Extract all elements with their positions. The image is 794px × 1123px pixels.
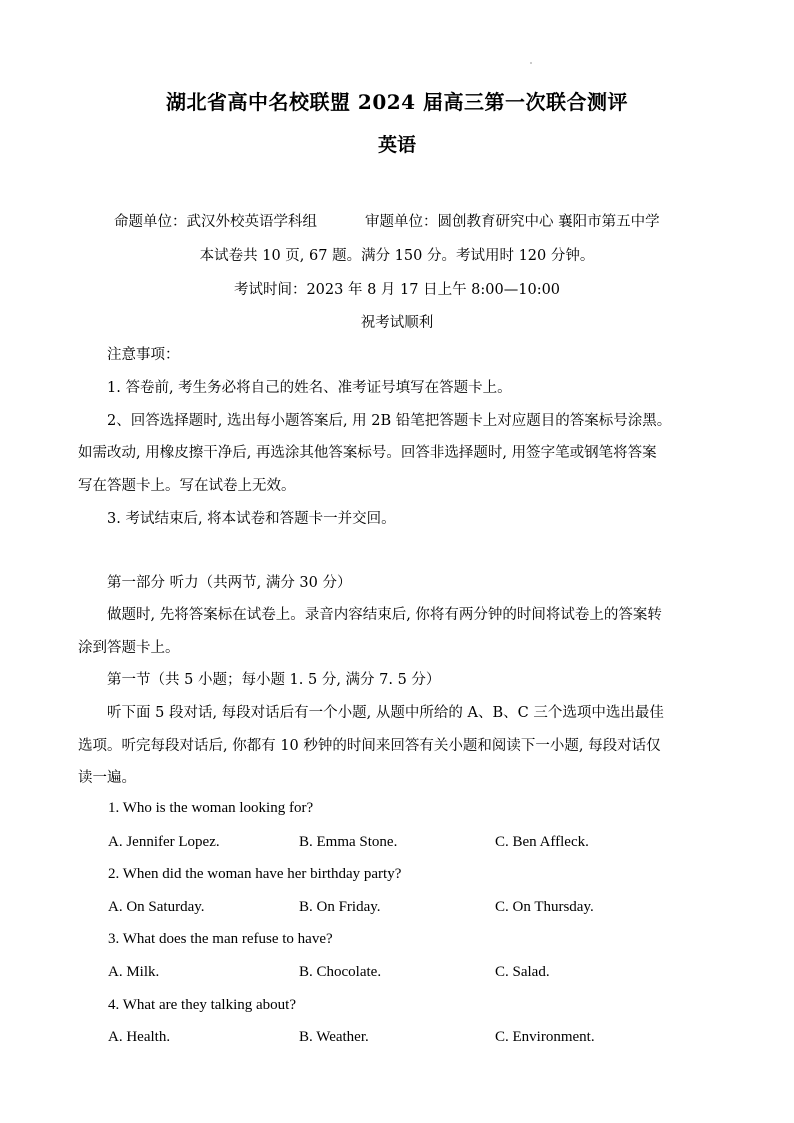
exam-wish: 祝考试顺利: [360, 315, 434, 331]
question-3-option-a: A. Milk.: [108, 964, 160, 980]
section1-line-2: 选项。听完每段对话后, 你都有 10 秒钟的时间来回答有关小题和阅读下一小题, 每段对话仅: [78, 738, 661, 754]
question-2-option-c: C. On Thursday.: [495, 899, 594, 915]
part1-intro-line-1: 做题时, 先将答案标在试卷上。录音内容结束后, 你将有两分钟的时间将试卷上的答案转: [107, 607, 662, 623]
scan-speck: [530, 62, 532, 64]
proposer-unit: 命题单位：武汉外校英语学科组: [114, 214, 317, 230]
question-4-option-c: C. Environment.: [495, 1029, 595, 1045]
note-item-2-line-1: 2、回答选择题时, 选出每小题答案后, 用 2B 铅笔把答题卡上对应题目的答案标号涂黑。: [107, 413, 672, 429]
info-line-units: [114, 212, 660, 232]
question-4-option-a: A. Health.: [108, 1029, 171, 1045]
question-2: 2. When did the woman have her birthday party?: [108, 866, 402, 882]
question-1: 1. Who is the woman looking for?: [108, 800, 314, 816]
question-3: 3. What does the man refuse to have?: [108, 931, 333, 947]
reviewer-unit: 审题单位：圆创教育研究中心 襄阳市第五中学: [365, 214, 660, 230]
exam-time: 考试时间：2023 年 8 月 17 日上午 8:00—10:00: [233, 282, 561, 298]
part1-heading: 第一部分 听力（共两节, 满分 30 分）: [107, 575, 352, 591]
question-4: 4. What are they talking about?: [108, 997, 296, 1013]
exam-subject: 英语: [377, 134, 416, 156]
exam-summary: 本试卷共 10 页, 67 题。满分 150 分。考试用时 120 分钟。: [199, 248, 595, 264]
note-item-1: 1. 答卷前, 考生务必将自己的姓名、准考证号填写在答题卡上。: [107, 380, 512, 396]
section1-line-1: 听下面 5 段对话, 每段对话后有一个小题, 从题中所给的 A、B、C 三个选项中选出最佳: [107, 705, 664, 721]
question-2-option-b: B. On Friday.: [299, 899, 381, 915]
note-item-2-line-3: 写在答题卡上。写在试卷上无效。: [78, 478, 296, 494]
section1-heading: 第一节（共 5 小题；每小题 1. 5 分, 满分 7. 5 分）: [107, 672, 441, 688]
question-1-option-b: B. Emma Stone.: [299, 834, 398, 850]
question-3-option-b: B. Chocolate.: [299, 964, 382, 980]
note-item-3: 3. 考试结束后, 将本试卷和答题卡一并交回。: [107, 511, 396, 527]
question-1-option-a: A. Jennifer Lopez.: [108, 834, 220, 850]
notes-heading: 注意事项：: [107, 347, 180, 363]
note-item-2-line-2: 如需改动, 用橡皮擦干净后, 再选涂其他答案标号。回答非选择题时, 用签字笔或钢笔将答案: [78, 445, 657, 461]
question-3-option-c: C. Salad.: [495, 964, 550, 980]
question-4-option-b: B. Weather.: [299, 1029, 369, 1045]
question-2-option-a: A. On Saturday.: [108, 899, 205, 915]
exam-title: 湖北省高中名校联盟 2024 届高三第一次联合测评: [165, 90, 629, 114]
section1-line-3: 读一遍。: [78, 770, 136, 786]
part1-intro-line-2: 涂到答题卡上。: [78, 640, 180, 656]
question-1-option-c: C. Ben Affleck.: [495, 834, 589, 850]
